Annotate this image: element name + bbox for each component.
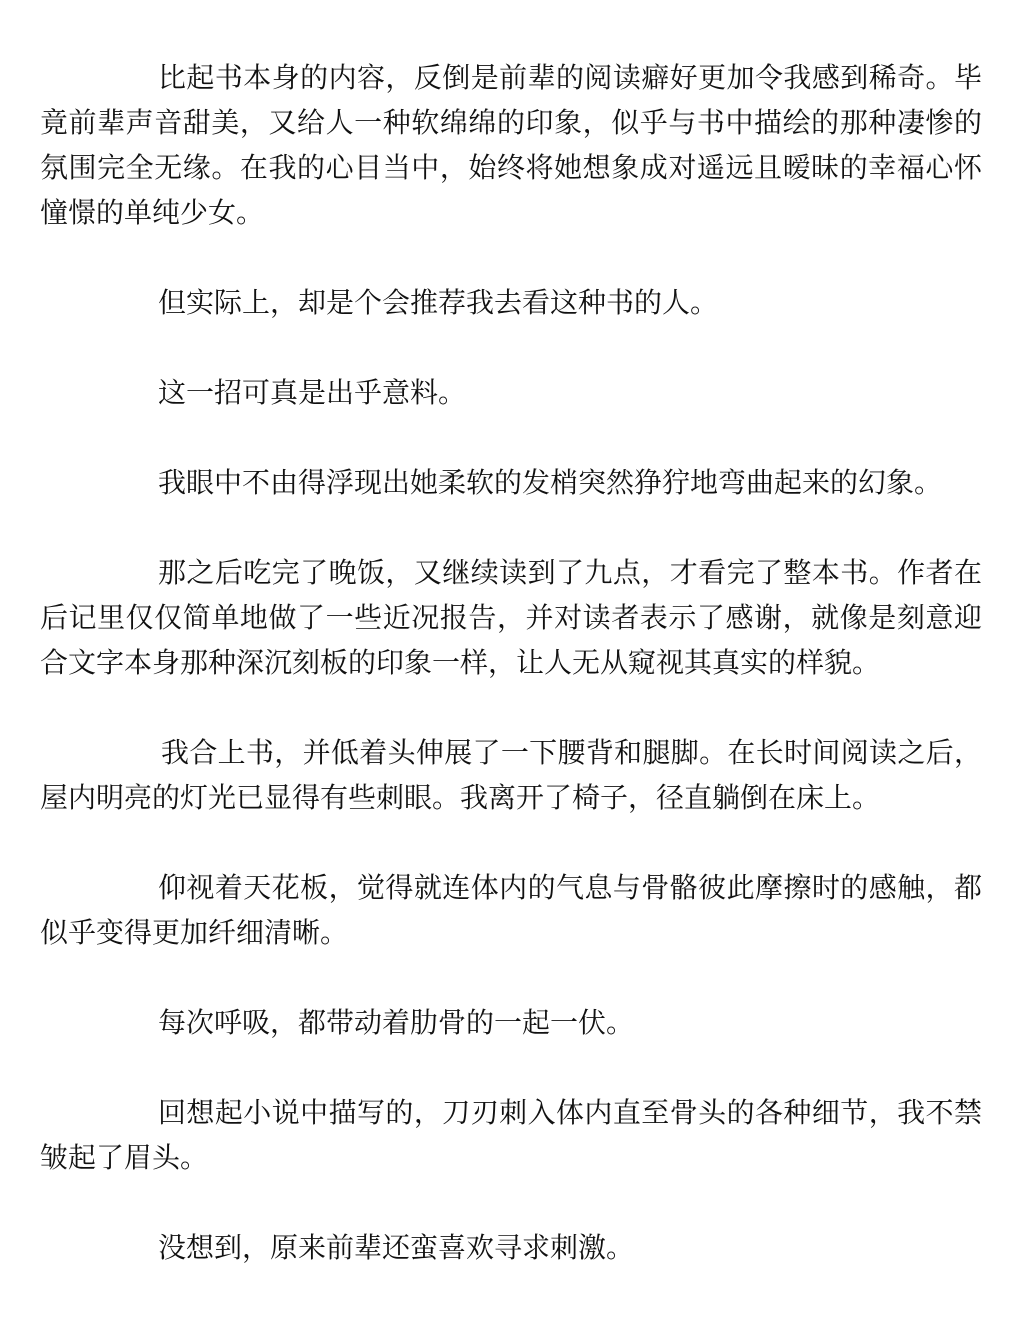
paragraph-6: 我合上书，并低着头伸展了一下腰背和腿脚。在长时间阅读之后，屋内明亮的灯光已显得有些刺眼。我离开了椅子，径直躺倒在床上。 bbox=[40, 736, 982, 814]
paragraph-1: 比起书本身的内容，反倒是前辈的阅读癖好更加令我感到稀奇。毕竟前辈声音甜美，又给人一种软绵绵的印象，似乎与书中描绘的那种凄惨的氛围完全无缘。在我的心目当中，始终将她想象成对遥远且暧昧的幸福心怀憧憬的单纯少女。 bbox=[40, 61, 982, 229]
paragraph-2: 但实际上，却是个会推荐我去看这种书的人。 bbox=[158, 286, 719, 319]
document-page bbox=[40, 55, 982, 1315]
paragraph-9: 回想起小说中描写的，刀刃刺入体内直至骨头的各种细节，我不禁皱起了眉头。 bbox=[40, 1096, 982, 1174]
paragraph-3: 这一招可真是出乎意料。 bbox=[158, 376, 467, 409]
paragraph-4: 我眼中不由得浮现出她柔软的发梢突然狰狞地弯曲起来的幻象。 bbox=[158, 466, 943, 499]
paragraph-8: 每次呼吸，都带动着肋骨的一起一伏。 bbox=[158, 1006, 635, 1039]
paragraph-5: 那之后吃完了晚饭，又继续读到了九点，才看完了整本书。作者在后记里仅仅简单地做了一些近况报告，并对读者表示了感谢，就像是刻意迎合文字本身那种深沉刻板的印象一样，让人无从窥视其真实的样貌。 bbox=[40, 556, 982, 679]
paragraph-10: 没想到，原来前辈还蛮喜欢寻求刺激。 bbox=[158, 1231, 635, 1264]
paragraph-7: 仰视着天花板，觉得就连体内的气息与骨骼彼此摩擦时的感触，都似乎变得更加纤细清晰。 bbox=[40, 871, 982, 949]
